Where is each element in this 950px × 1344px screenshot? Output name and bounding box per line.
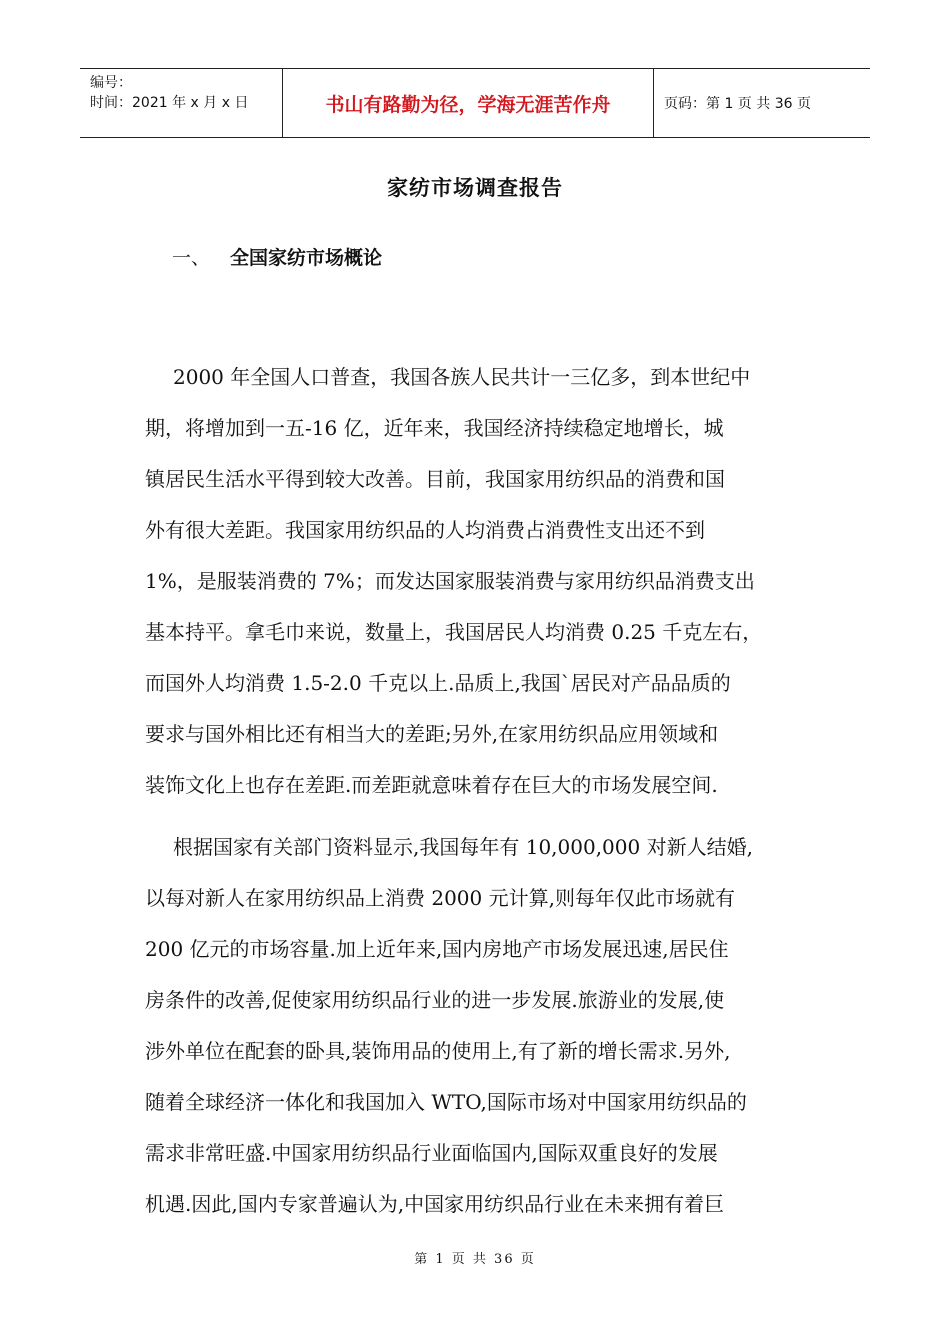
page-info-text: 页码：第 1 页 共 36 页 xyxy=(664,96,811,112)
paragraph-line: 外有很大差距。我国家用纺织品的人均消费占消费性支出还不到 xyxy=(145,518,705,542)
paragraph-line: 镇居民生活水平得到较大改善。目前，我国家用纺织品的消费和国 xyxy=(145,467,725,491)
section-heading xyxy=(172,243,382,270)
header-meta xyxy=(80,69,282,137)
paragraph-1 xyxy=(145,352,810,811)
motto-text: 书山有路勤为径，学海无涯苦作舟 xyxy=(325,93,611,116)
document-header xyxy=(80,68,870,138)
paragraph-line: 根据国家有关部门资料显示,我国每年有 10,000,000 对新人结婚, xyxy=(173,835,753,859)
paragraph-line: 需求非常旺盛.中国家用纺织品行业面临国内,国际双重良好的发展 xyxy=(145,1141,718,1165)
paragraph-line: 期，将增加到一五-16 亿，近年来，我国经济持续稳定地增长，城 xyxy=(145,416,724,440)
serial-label: 编号： xyxy=(90,75,132,91)
paragraph-line: 2000 年全国人口普查，我国各族人民共计一三亿多，到本世纪中 xyxy=(173,365,751,389)
paragraph-2 xyxy=(145,822,810,1230)
page-footer: 第 1 页 共 36 页 xyxy=(414,1252,536,1267)
paragraph-line: 装饰文化上也存在差距.而差距就意味着存在巨大的市场发展空间. xyxy=(145,773,718,797)
paragraph-line: 200 亿元的市场容量.加上近年来,国内房地产市场发展迅速,居民住 xyxy=(145,937,729,961)
paragraph-line: 随着全球经济一体化和我国加入 WTO,国际市场对中国家用纺织品的 xyxy=(145,1090,747,1114)
date-label: 时间：2021 年 x 月 x 日 xyxy=(90,95,249,111)
paragraph-line: 房条件的改善,促使家用纺织品行业的进一步发展.旅游业的发展,使 xyxy=(145,988,725,1012)
header-page-info xyxy=(654,69,870,137)
document-title: 家纺市场调查报告 xyxy=(387,175,563,200)
paragraph-line: 机遇.因此,国内专家普遍认为,中国家用纺织品行业在未来拥有着巨 xyxy=(145,1192,725,1216)
paragraph-line: 要求与国外相比还有相当大的差距;另外,在家用纺织品应用领域和 xyxy=(145,722,719,746)
header-motto xyxy=(282,69,654,137)
paragraph-line: 涉外单位在配套的卧具,装饰用品的使用上,有了新的增长需求.另外, xyxy=(145,1039,731,1063)
paragraph-line: 1%，是服装消费的 7%；而发达国家服装消费与家用纺织品消费支出 xyxy=(145,569,755,593)
paragraph-line: 以每对新人在家用纺织品上消费 2000 元计算,则每年仅此市场就有 xyxy=(145,886,735,910)
section-number: 一、 xyxy=(172,247,211,269)
section-title: 全国家纺市场概论 xyxy=(230,247,383,269)
paragraph-line: 基本持平。拿毛巾来说，数量上，我国居民人均消费 0.25 千克左右， xyxy=(145,620,763,644)
paragraph-line: 而国外人均消费 1.5-2.0 千克以上.品质上,我国`居民对产品品质的 xyxy=(145,671,731,695)
